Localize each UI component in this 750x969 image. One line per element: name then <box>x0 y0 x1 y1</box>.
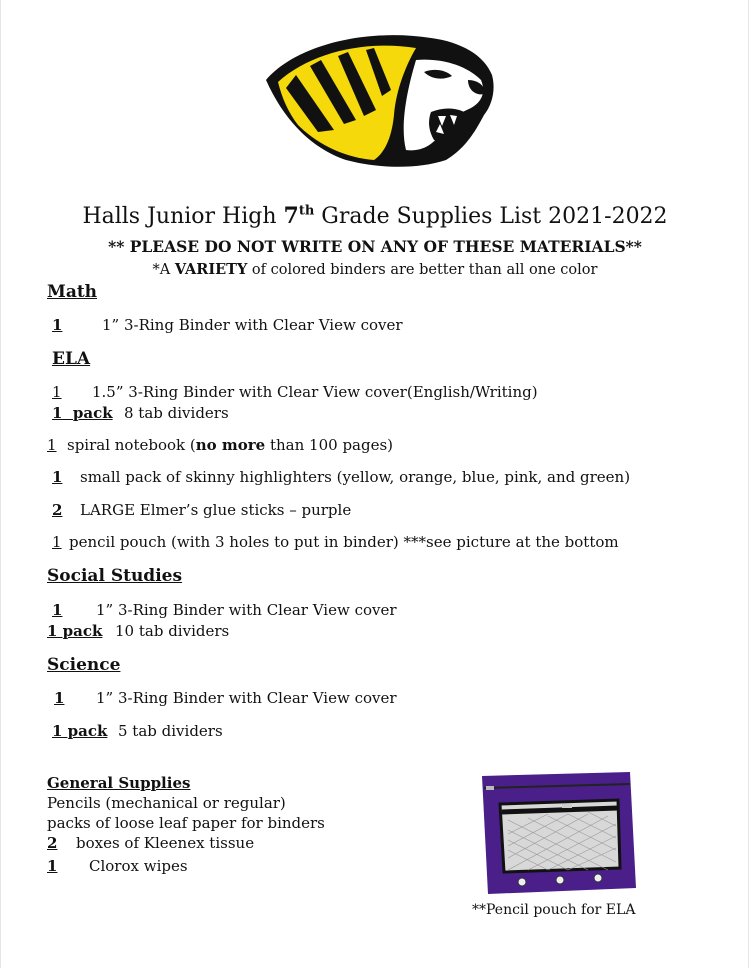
general-supplies-heading: General Supplies <box>47 774 191 792</box>
pouch-caption: **Pencil pouch for ELA <box>472 902 636 918</box>
science-item: 1 1” 3-Ring Binder with Clear View cover <box>54 689 397 707</box>
social-studies-item: 1 pack 10 tab dividers <box>47 622 230 640</box>
general-line: Pencils (mechanical or regular) <box>47 794 286 812</box>
ela-item: 1 spiral notebook (no more than 100 pages) <box>47 436 394 454</box>
general-line: packs of loose leaf paper for binders <box>47 814 325 832</box>
social-studies-item: 1 1” 3-Ring Binder with Clear View cover <box>52 601 397 619</box>
tiger-logo-icon <box>256 20 496 170</box>
science-item: 1 pack 5 tab dividers <box>52 722 223 740</box>
pencil-pouch-image <box>478 770 638 896</box>
ela-item: 2 LARGE Elmer’s glue sticks – purple <box>52 501 352 519</box>
ela-heading: ELA <box>52 349 91 369</box>
math-heading: Math <box>47 282 98 302</box>
general-item: 1 Clorox wipes <box>47 857 188 875</box>
ela-item: 1 pencil pouch (with 3 holes to put in binder) ***see picture at the bottom <box>52 533 619 551</box>
ela-item: 1 pack 8 tab dividers <box>52 404 229 422</box>
variety-note: *A VARIETY of colored binders are better than all one color <box>152 261 598 278</box>
science-heading: Science <box>47 655 121 675</box>
general-item: 2 boxes of Kleenex tissue <box>47 834 255 852</box>
math-item: 1 1” 3-Ring Binder with Clear View cover <box>52 316 403 334</box>
warning-text: ** PLEASE DO NOT WRITE ON ANY OF THESE MATERIALS** <box>108 237 642 256</box>
ela-item: 1 1.5” 3-Ring Binder with Clear View cover(English/Writing) <box>52 383 538 401</box>
social-studies-heading: Social Studies <box>47 566 183 586</box>
page-title: Halls Junior High 7th Grade Supplies List 2021-2022 <box>82 203 668 229</box>
ela-item: 1 small pack of skinny highlighters (yellow, orange, blue, pink, and green) <box>52 468 631 486</box>
